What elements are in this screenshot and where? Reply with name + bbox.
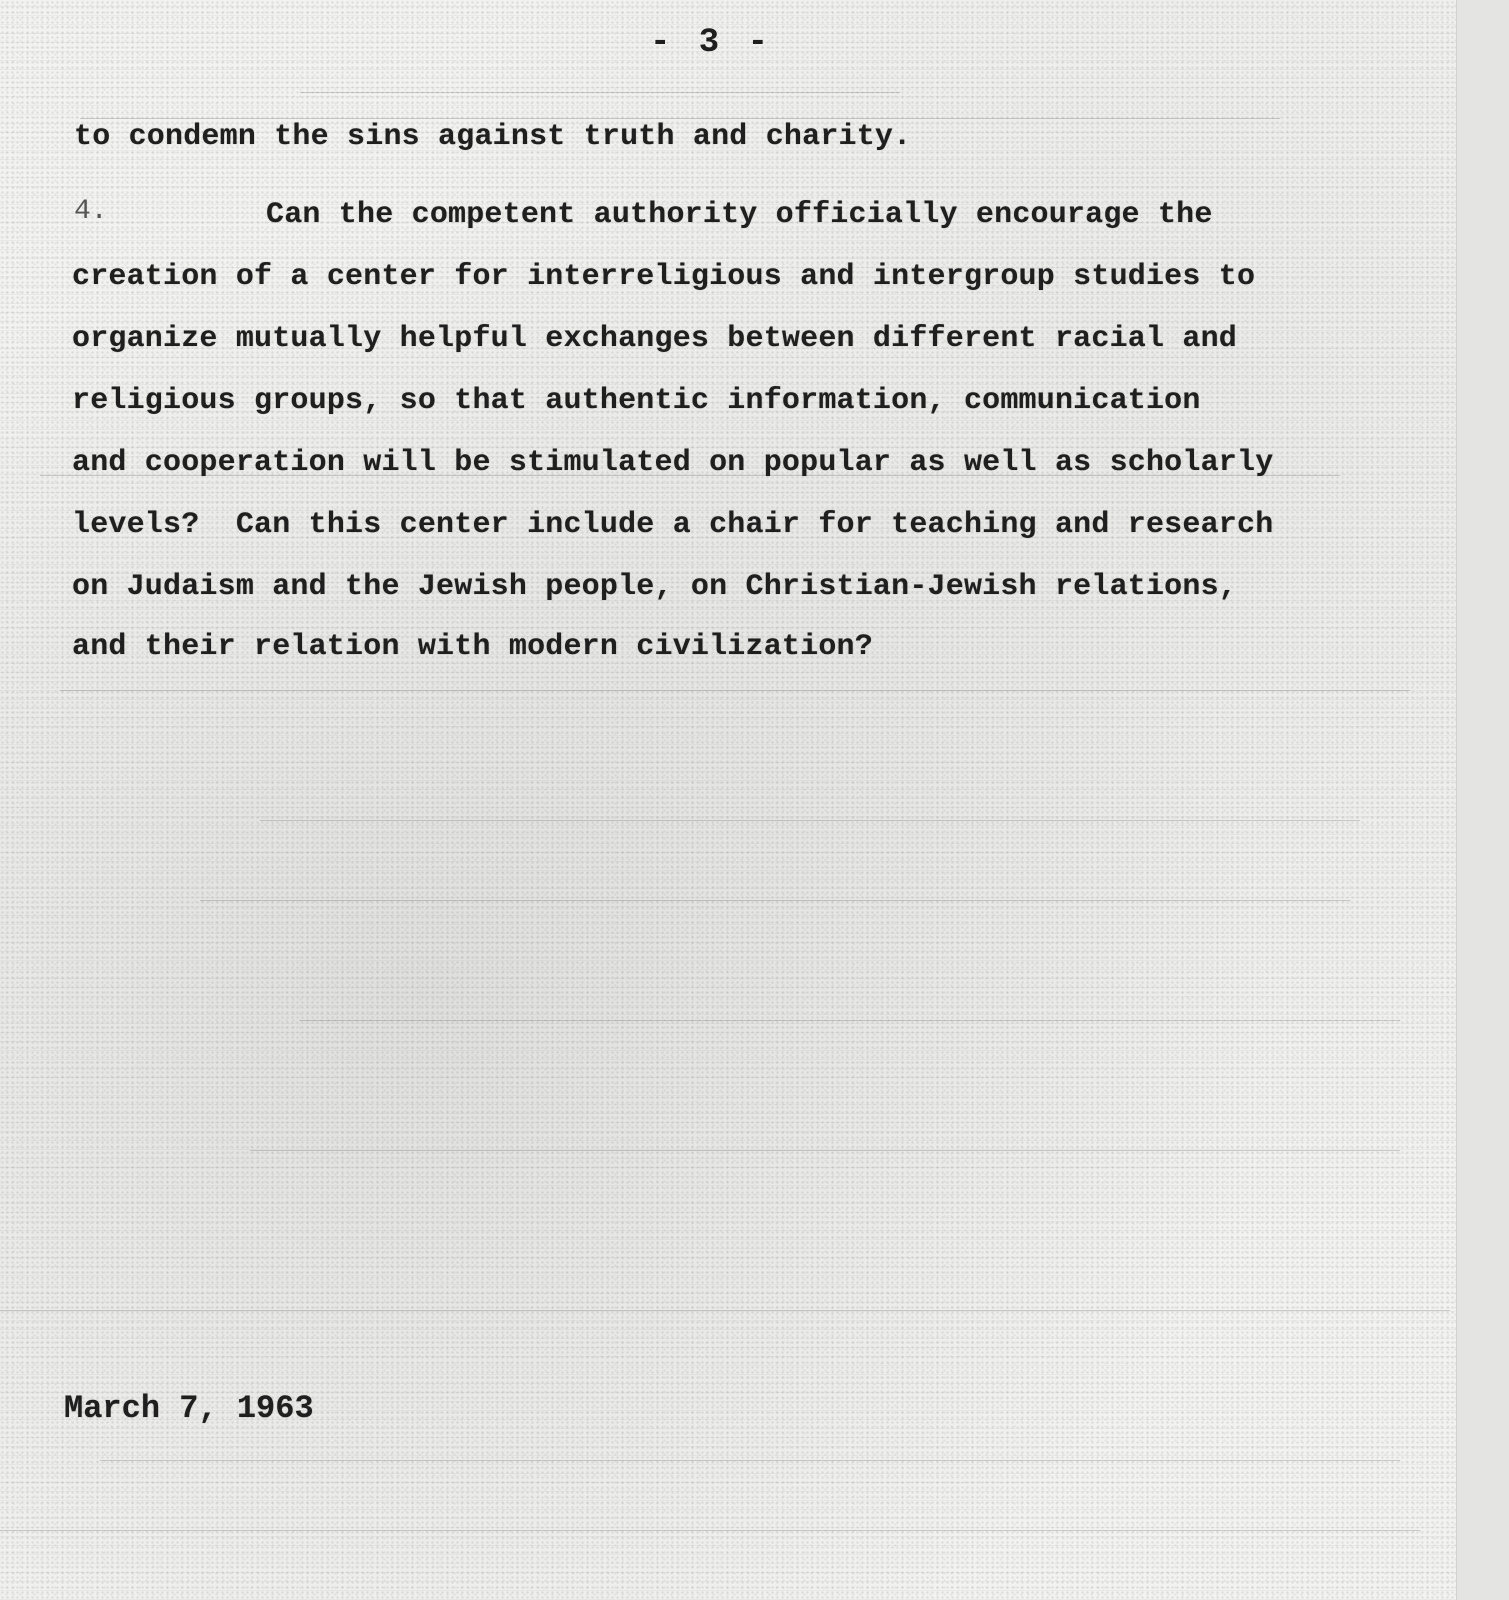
body-line-9: and their relation with modern civilization? bbox=[72, 630, 873, 664]
body-line-1: to condemn the sins against truth and charity. bbox=[74, 120, 912, 154]
scan-edge bbox=[1456, 0, 1509, 1600]
body-line-4: organize mutually helpful exchanges between different racial and bbox=[72, 322, 1237, 356]
body-line-7: levels? Can this center include a chair for teaching and research bbox=[72, 508, 1274, 542]
page-number: - 3 - bbox=[650, 24, 773, 62]
body-line-6: and cooperation will be stimulated on popular as well as scholarly bbox=[72, 446, 1274, 480]
item-number: 4. bbox=[74, 196, 108, 227]
body-line-2: Can the competent authority officially encourage the bbox=[266, 198, 1213, 232]
body-line-8: on Judaism and the Jewish people, on Christian-Jewish relations, bbox=[72, 570, 1237, 604]
body-line-3: creation of a center for interreligious and intergroup studies to bbox=[72, 260, 1256, 294]
body-line-5: religious groups, so that authentic information, communication bbox=[72, 384, 1201, 418]
document-date: March 7, 1963 bbox=[64, 1390, 314, 1427]
